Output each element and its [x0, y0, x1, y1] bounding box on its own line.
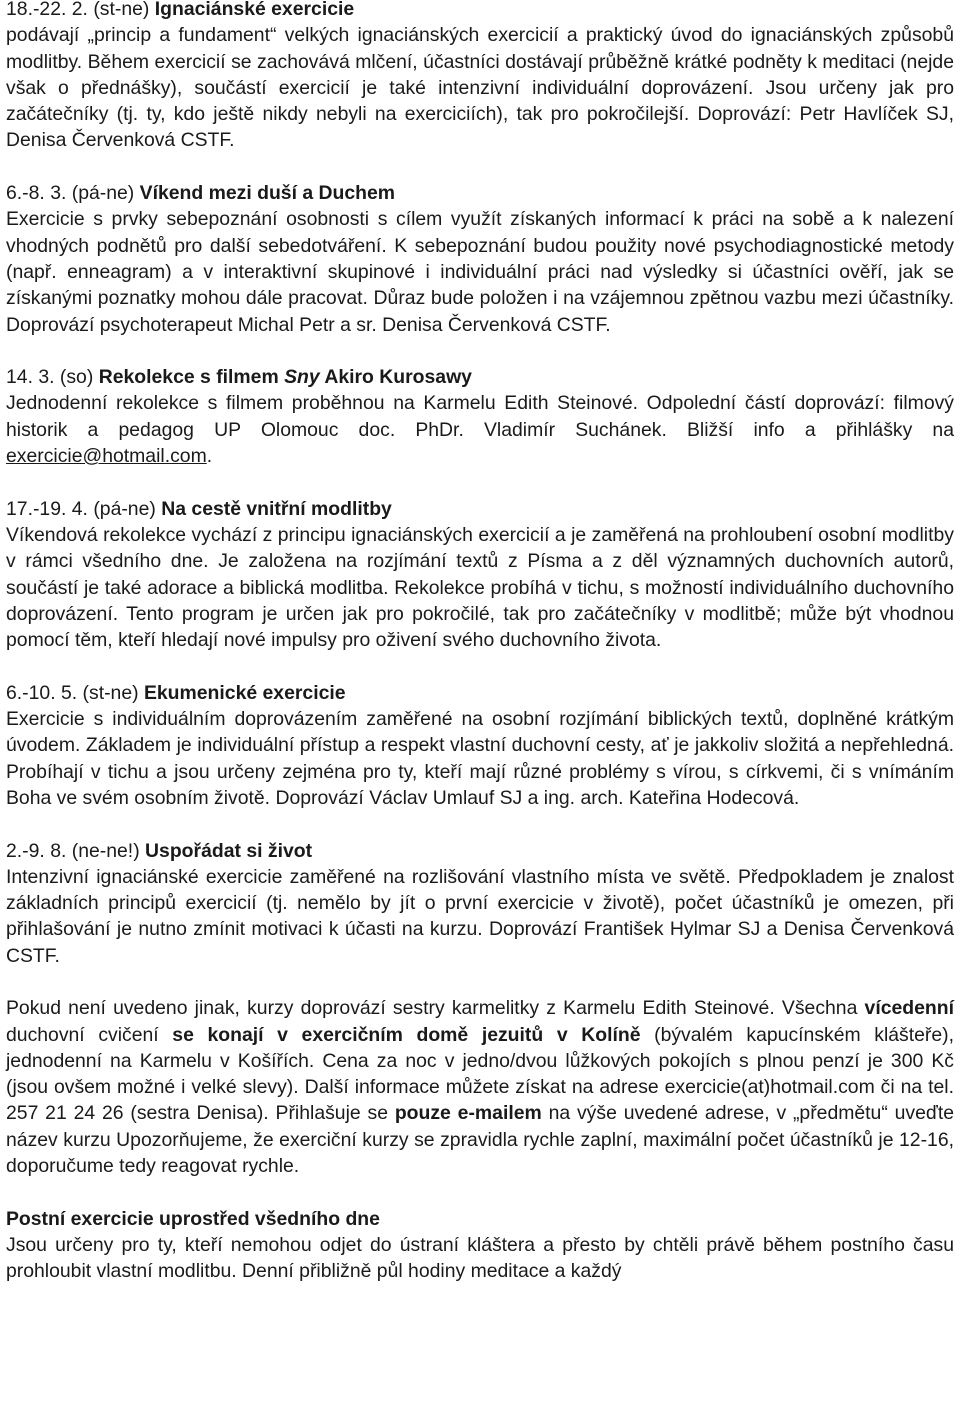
info-bold: pouze e-mailem — [394, 1102, 542, 1125]
event-title: Uspořádat si život — [145, 839, 313, 862]
email-link[interactable]: exercicie@hotmail.com — [6, 445, 207, 468]
event-ekumenicke-exercicie — [6, 680, 954, 811]
event-date: 6.-10. 5. — [6, 681, 78, 704]
info-bold: se konají v exercičním domě jezuitů v Kolíně — [172, 1023, 641, 1046]
event-vikend-mezi-dusi — [6, 180, 954, 338]
event-rekolekce-s-filmem — [6, 364, 954, 469]
event-title: Ignaciánské exercicie — [154, 0, 355, 20]
event-date: 17.-19. 4. — [6, 497, 88, 520]
section-heading: Postní exercicie uprostřed všedního dne — [6, 1207, 380, 1230]
event-date: 18.-22. 2. — [6, 0, 88, 20]
event-description: Exercicie s individuálním doprovázením zaměřené na osobní rozjímání biblických textů, doplněné krátkým úvodem. Základem je individuální přístup a respekt vlastní duchovní cesty, ať je jakkoliv složitá a nepřehledná. Probíhají v tichu a jsou určeny zejména pro ty, kteří mají různé problémy s vírou, s církvemi, či s vnímáním Boha ve svém osobním životě. Doprovází Václav Umlauf SJ a ing. arch. Kateřina Hodecová. — [6, 708, 954, 809]
event-description: Jednodenní rekolekce s filmem proběhnou na Karmelu Edith Steinové. Odpolední částí doprovází: filmový historik a pedagog UP Olomouc doc. PhDr. Vladimír Suchánek. Bližší info a přihlášky na — [6, 392, 954, 441]
general-info — [6, 995, 954, 1179]
info-text: Pokud není uvedeno jinak, kurzy doprovází sestry karmelitky z Karmelu Edith Steinové. Všechna — [6, 997, 865, 1020]
event-days: (st-ne) — [82, 681, 139, 704]
event-usporadat-si-zivot — [6, 838, 954, 969]
event-title-part: Rekolekce s filmem — [98, 366, 285, 389]
event-title-part: Akiro Kurosawy — [319, 366, 472, 389]
event-days: (ne-ne!) — [71, 839, 140, 862]
event-description: Víkendová rekolekce vychází z principu ignaciánských exercicií a je zaměřená na prohloubení osobní modlitby v rámci všedního dne. Je založena na rozjímání textů z Písma a z děl významných duchovních autorů, součástí je také adorace a biblická modlitba. Rekolekce probíhá v tichu, s možností individuálního duchovního doprovázení. Tento program je určen jak pro pokročilé, tak pro začátečníky v modlitbě; může být vhodnou pomocí těm, kteří hledají nové impulsy pro oživení svého duchovního života. — [6, 523, 954, 652]
event-days: (pá-ne) — [71, 182, 135, 205]
event-description: podávají „princip a fundament“ velkých ignaciánských exercicií a praktický úvod do ignaciánských způsobů modlitby. Během exercicií se zachovává mlčení, účastníci dostávají průběžně krátké podněty k meditaci (nejde však o přednášky), součástí exercicií je také intenzivní individuální doprovázení. Jsou určeny jak pro začátečníky (tj. ty, kdo ještě nikdy nebyli na exerciciích), tak pro pokročilejší. Doprovází: Petr Havlíček SJ, Denisa Červenková CSTF. — [6, 24, 954, 152]
event-days: (pá-ne) — [93, 497, 156, 520]
event-title-film: Sny — [284, 366, 320, 389]
info-text: na výše uvedené adrese, v „předmětu“ uveďte název kurzu Upozorňujeme, že exerciční kurzy se zpravidla rychle zaplní, maximální počet účastníků je 12-16, doporučume tedy reagovat rychle. — [6, 1102, 954, 1178]
info-bold: vícedenní — [864, 997, 954, 1020]
info-text: (bývalém kapucínském klášteře), jednodenní na Karmelu v Košířích. Cena za noc v jedno/dvou lůžkových pokojích s plnou penzí je 300 Kč (jsou ovšem možné i velké slevy). Další informace můžete získat na adrese exercicie(at)hotmail.com či na tel. 257 21 24 26 (sestra Denisa). Přihlašuje se — [6, 1023, 955, 1125]
event-description: Exercicie s prvky sebepoznání osobnosti s cílem využít získaných informací k práci na sobě a k nalezení vhodných podnětů pro další sebedotváření. K sebepoznání budou použity nové psychodiagnostické metody (např. enneagram) a v interaktivní skupinové i individuální práci nad výsledky si účastníci ověří, jak se získanými poznatky mohou dále pracovat. Důraz bude položen i na vzájemnou zpětnou vazbu mezi účastníky. Doprovází psychoterapeut Michal Petr a sr. Denisa Červenková CSTF. — [6, 208, 954, 336]
section-text: Jsou určeny pro ty, kteří nemohou odjet do ústraní kláštera a přesto by chtěli právě během postního času prohloubit vlastní modlitbu. Denní přibližně půl hodiny meditace a každý — [6, 1233, 954, 1283]
event-title: Ekumenické exercicie — [143, 681, 346, 704]
event-date: 6.-8. 3. — [6, 182, 67, 205]
event-na-ceste-vnitrni-modlitby — [6, 496, 954, 654]
event-days: (st-ne) — [93, 0, 150, 20]
section-postni-exercicie — [6, 1206, 954, 1285]
event-date: 14. 3. — [6, 366, 55, 389]
event-days: (so) — [59, 366, 94, 389]
event-title — [99, 366, 472, 388]
event-title: Na cestě vnitřní modlitby — [161, 497, 392, 520]
event-title: Víkend mezi duší a Duchem — [139, 182, 396, 205]
event-description-end: . — [206, 445, 213, 468]
info-text: duchovní cvičení — [6, 1023, 173, 1046]
event-ignacianske-exercicie — [6, 0, 954, 154]
event-date: 2.-9. 8. — [6, 839, 67, 862]
event-description: Intenzivní ignaciánské exercicie zaměřené na rozlišování vlastního místa ve světě. Předpokladem je znalost základních principů exercicií (tj. nemělo by jít o první exercicie v životě), počet účastníků je omezen, při přihlašování je nutno zmínit motivaci k účasti na kurzu. Doprovází František Hylmar SJ a Denisa Červenková CSTF. — [6, 865, 954, 967]
